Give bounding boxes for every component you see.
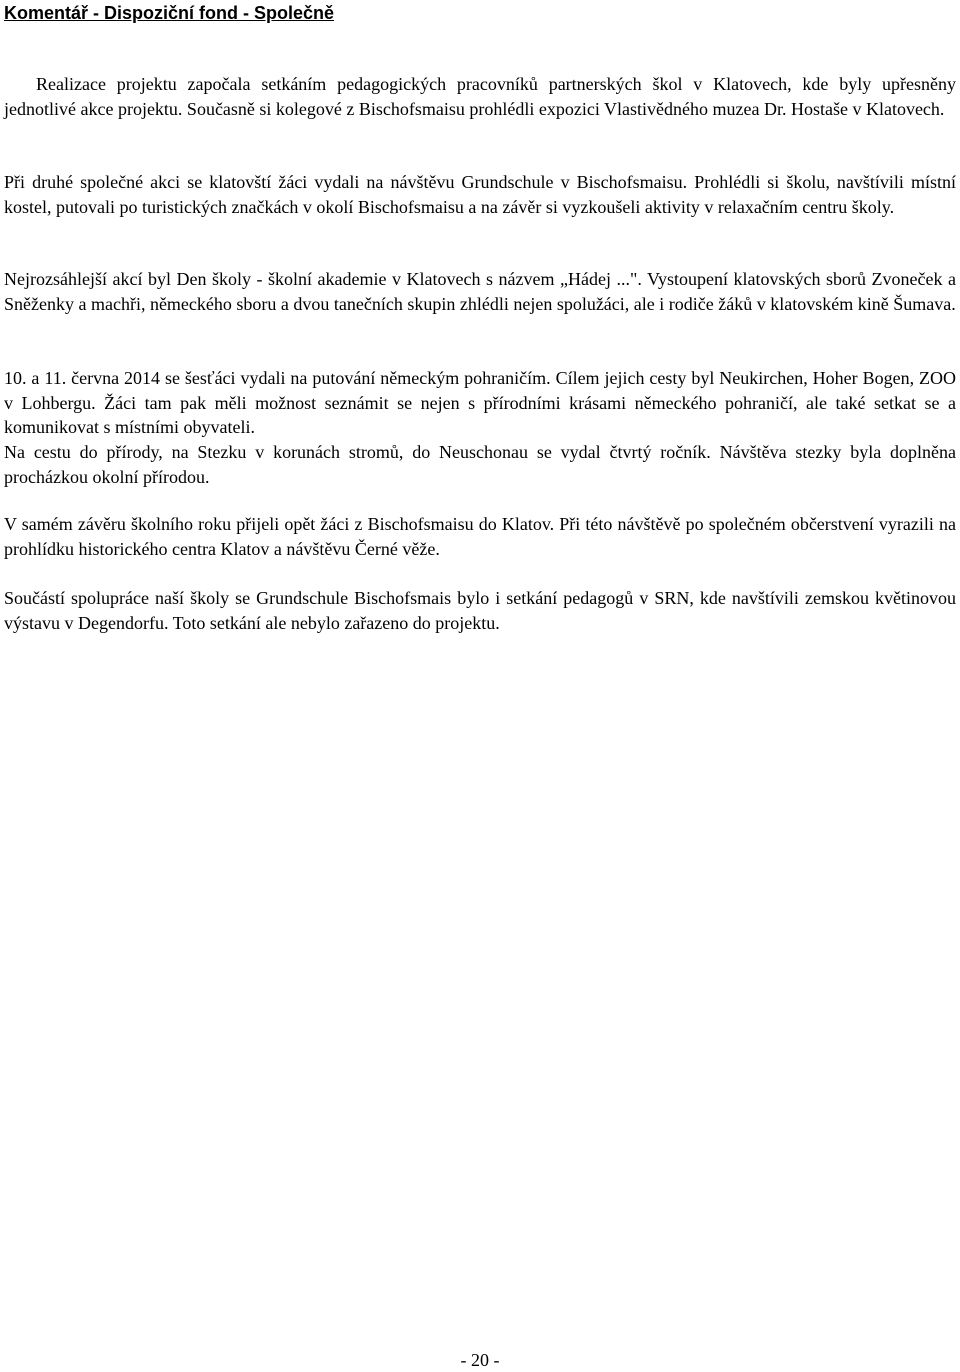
paragraph-second-action: Při druhé společné akci se klatovští žáci vydali na návštěvu Grundschule v Bischofsmaisu. Prohlédli si školu, navštívili místní kostel, putovali po turistických značkách v okolí Bischofsmaisu a na závěr si vyzkoušeli aktivity v relaxačním centru školy. <box>4 172 956 217</box>
paragraph-nature-trip: Na cestu do přírody, na Stezku v korunách stromů, do Neuschonau se vydal čtvrtý ročník. Návštěva stezky byla doplněna procházkou okolní přírodou. <box>4 442 956 487</box>
paragraph-school-day: Nejrozsáhlejší akcí byl Den školy - školní akademie v Klatovech s názvem „Hádej ...". Vystoupení klatovských sborů Zvoneček a Sněženky a machři, německého sboru a dvou tanečních skupin zhlédli nejen spolužáci, ale i rodiče žáků v klatovském kině Šumava. <box>4 269 956 314</box>
paragraph-end-of-year: V samém závěru školního roku přijeli opět žáci z Bischofsmaisu do Klatov. Při této návštěvě po společném občerstvení vyrazili na prohlídku historického centra Klatov a návštěvu Černé věže. <box>4 514 956 559</box>
paragraph-june-trip: 10. a 11. června 2014 se šesťáci vydali na putování německým pohraničím. Cílem jejich cesty byl Neukirchen, Hoher Bogen, ZOO v Lohbergu. Žáci tam pak měli možnost seznámit se nejen s přírodními krásami německého pohraničí, ale také setkat se a komunikovat s místními obyvateli. <box>4 368 956 437</box>
document-page <box>4 0 956 1369</box>
paragraph-teachers-meeting: Součástí spolupráce naší školy se Grundschule Bischofsmais bylo i setkání pedagogů v SRN, kde navštívili zemskou květinovou výstavu v Degendorfu. Toto setkání ale nebylo zařazeno do projektu. <box>4 588 956 633</box>
paragraph-project-start: Realizace projektu započala setkáním pedagogických pracovníků partnerských škol v Klatovech, kde byly upřesněny jednotlivé akce projektu. Současně si kolegové z Bischofsmaisu prohlédli expozici Vlastivědného muzea Dr. Hostaše v Klatovech. <box>4 74 956 119</box>
document-heading: Komentář - Dispoziční fond - Společně <box>4 3 335 23</box>
page-number: - 20 - <box>460 1350 500 1370</box>
